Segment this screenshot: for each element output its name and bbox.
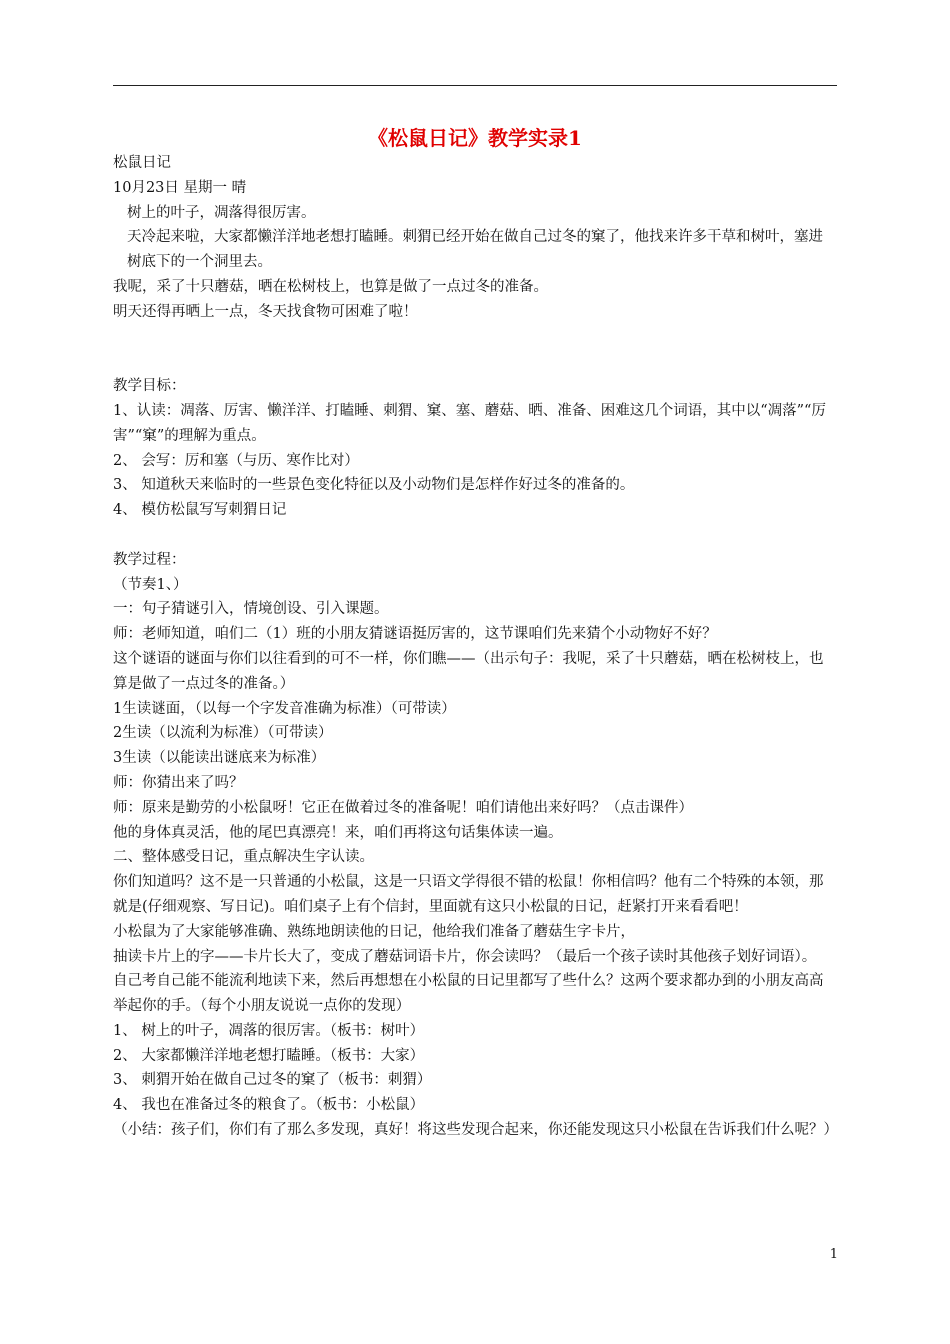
process-line: 你们知道吗？这不是一只普通的小松鼠，这是一只语文学得很不错的松鼠！你相信吗？他有二个特殊的本领，那就是(仔细观察、写日记)。咱们桌子上有个信封，里面就有这只小松鼠的日记，赶紧打开来看看吧！ [113,874,824,915]
goals-heading: 教学目标： [113,378,186,395]
process-line: 师：你猜出来了吗？ [113,774,244,791]
process-line: 抽读卡片上的字——卡片长大了，变成了蘑菇词语卡片，你会读吗？（最后一个孩子读时其他孩子划好词语）。 [113,948,817,965]
process-line: 二、整体感受日记，重点解决生字认读。 [113,849,374,866]
diary-heading: 松鼠日记 [113,155,171,171]
document-body [113,151,837,1143]
spacer [113,325,837,375]
spacer [113,523,837,548]
process-line: （小结：孩子们，你们有了那么多发现，真好！将这些发现合起来，你还能发现这只小松鼠在告诉我们什么呢？） [113,1122,838,1139]
goal-item: 2、 会写：厉和塞（与历、寒作比对） [113,452,359,469]
goal-item: 3、 知道秋天来临时的一些景色变化特征以及小动物们是怎样作好过冬的准备的。 [113,477,635,494]
goal-item: 4、 模仿松鼠写写刺猬日记 [113,502,287,519]
process-line: 4、 我也在准备过冬的粮食了。（板书：小松鼠） [113,1097,425,1114]
goal-item: 1、认读：凋落、厉害、懒洋洋、打瞌睡、刺猬、窠、塞、蘑菇、晒、准备、困难这几个词语，其中以“凋落”“厉害”“窠”的理解为重点。 [113,402,826,444]
process-line: 小松鼠为了大家能够准确、熟练地朗读他的日记，他给我们准备了蘑菇生字卡片， [113,923,635,940]
process-line: 1、 树上的叶子，凋落的很厉害。（板书：树叶） [113,1022,425,1039]
page-number: 1 [829,1247,838,1262]
process-line: 1生读谜面，（以每一个字发音准确为标准）（可带读） [113,700,456,717]
process-line: 3生读（以能读出谜底来为标准） [113,750,326,767]
diary-line: 天冷起来啦，大家都懒洋洋地老想打瞌睡。刺猬已经开始在做自己过冬的窠了，他找来许多干草和树叶，塞进树底下的一个洞里去。 [127,229,823,271]
header-rule [113,85,837,86]
process-line: 2、 大家都懒洋洋地老想打瞌睡。（板书：大家） [113,1047,425,1064]
diary-line: 树上的叶子，凋落得很厉害。 [127,204,316,221]
diary-line: 明天还得再晒上一点，冬天找食物可困难了啦！ [113,303,418,320]
process-line: 2生读（以流利为标准）（可带读） [113,725,333,742]
process-heading: 教学过程： [113,551,186,568]
diary-line: 我呢，采了十只蘑菇，晒在松树枝上，也算是做了一点过冬的准备。 [113,278,548,295]
process-line: 这个谜语的谜面与你们以往看到的可不一样，你们瞧——（出示句子：我呢，采了十只蘑菇，晒在松树枝上，也算是做了一点过冬的准备。） [113,650,824,692]
process-line: （节奏1、） [113,576,188,593]
diary-date: 10月23日 星期一 晴 [113,179,247,196]
process-line: 3、 刺猬开始在做自己过冬的窠了（板书：刺猬） [113,1072,432,1089]
process-line: 师：老师知道，咱们二（1）班的小朋友猜谜语挺厉害的，这节课咱们先来猜个小动物好不好？ [113,626,717,643]
process-line: 他的身体真灵活，他的尾巴真漂亮！来，咱们再将这句话集体读一遍。 [113,824,563,841]
process-line: 师：原来是勤劳的小松鼠呀！它正在做着过冬的准备呢！咱们请他出来好吗？（点击课件） [113,799,693,816]
process-line: 自己考自己能不能流利地读下来，然后再想想在小松鼠的日记里都写了些什么？这两个要求都办到的小朋友高高举起你的手。（每个小朋友说说一点你的发现） [113,973,824,1015]
document-title: 《松鼠日记》教学实录1 [368,126,582,150]
process-line: 一：句子猜谜引入，情境创设、引入课题。 [113,601,389,618]
